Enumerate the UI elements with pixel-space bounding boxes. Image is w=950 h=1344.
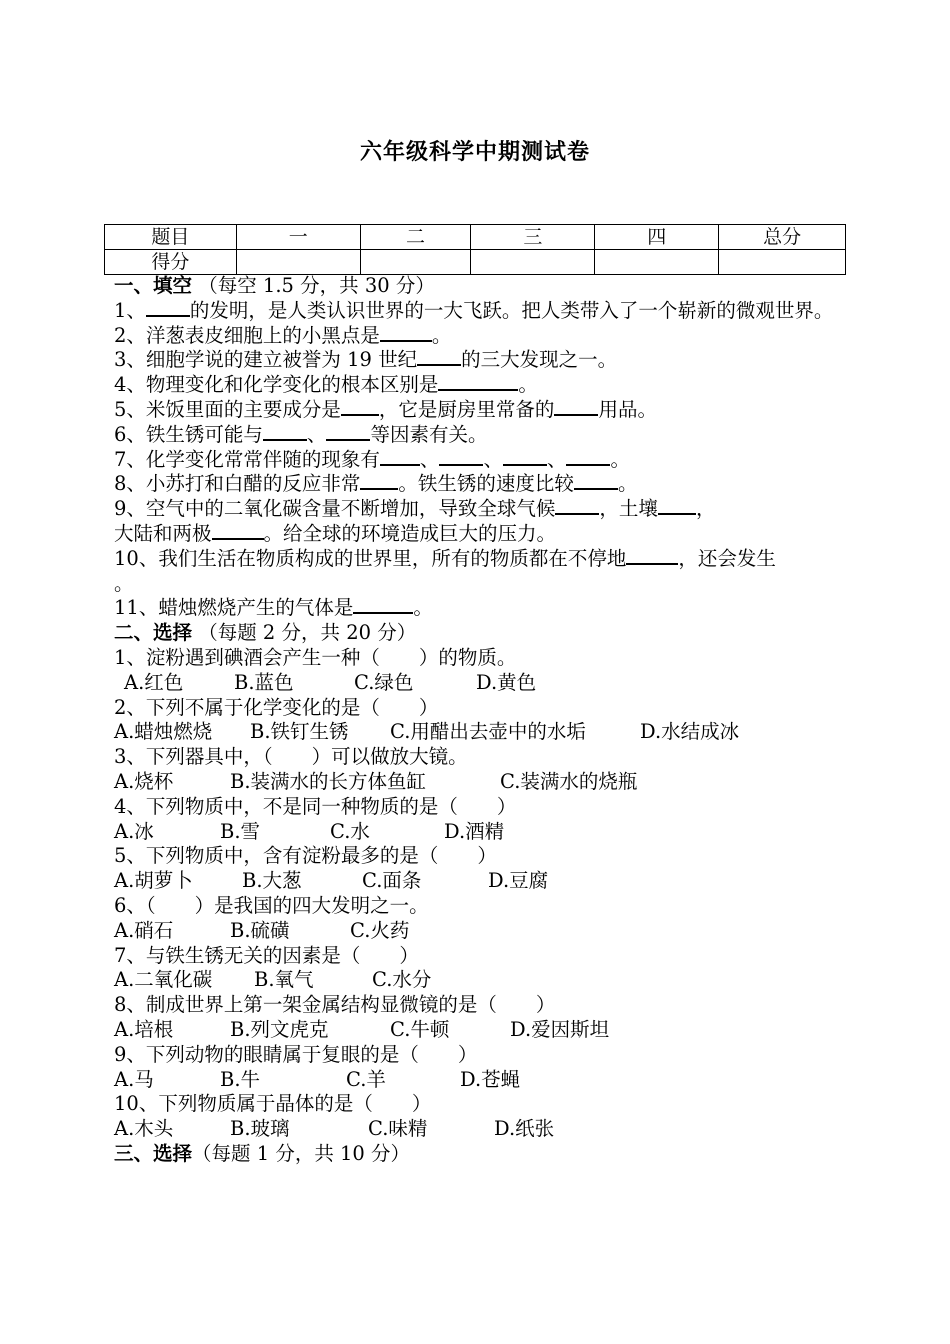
answer-blank[interactable] (263, 439, 307, 441)
question-text: 。 (114, 571, 134, 595)
question-text: 、 (419, 447, 440, 471)
question-text: 等因素有关。 (370, 422, 488, 446)
question-text: 。 (610, 447, 630, 471)
question-text: 。 (518, 373, 538, 397)
choice-option[interactable]: D.水结成冰 (640, 720, 740, 744)
fill-question (114, 423, 840, 448)
answer-blank[interactable] (438, 389, 518, 391)
choice-option[interactable]: A.烧杯 (114, 769, 174, 793)
choice-question: 7、与铁生锈无关的因素是（ ） (114, 943, 419, 967)
question-text: 。铁生锈的速度比较 (398, 472, 574, 496)
page-title: 六年级科学中期测试卷 (359, 139, 590, 165)
question-text: 3、细胞学说的建立被誉为 19 世纪 (114, 348, 418, 372)
choice-option[interactable]: C.火药 (350, 918, 410, 942)
section-heading (114, 621, 840, 646)
question-text: 、 (306, 422, 327, 446)
choice-option[interactable]: B.氧气 (254, 968, 314, 992)
choice-option[interactable]: C.用醋出去壶中的水垢 (390, 720, 586, 744)
choice-options (114, 1117, 840, 1142)
choice-question: 4、下列物质中，不是同一种物质的是（ ） (114, 794, 517, 818)
score-cell[interactable] (236, 250, 360, 275)
choice-option[interactable]: A.硝石 (114, 918, 174, 942)
question-text: ，还会发生 (678, 546, 776, 570)
choice-option[interactable]: A.马 (114, 1067, 154, 1091)
question-text: 9、空气中的二氧化碳含量不断增加，导致全球气候 (114, 497, 556, 521)
section2-title: 二、选择 (114, 621, 193, 645)
score-header-cell: 三 (471, 225, 595, 250)
answer-blank[interactable] (360, 488, 398, 490)
fill-question (114, 299, 840, 324)
question-text: 2、洋葱表皮细胞上的小黑点是 (114, 323, 380, 347)
question-text: 用品。 (598, 397, 657, 421)
answer-blank[interactable] (212, 538, 264, 540)
question-text: 。给全球的环境造成巨大的压力。 (263, 521, 557, 545)
score-cell[interactable] (471, 250, 595, 275)
question-text: 的三大发现之一。 (461, 348, 618, 372)
question-text: ， (695, 497, 716, 521)
choice-option[interactable]: C.装满水的烧瓶 (500, 769, 638, 793)
answer-blank[interactable] (574, 488, 618, 490)
choice-option[interactable]: D.爱因斯坦 (510, 1017, 610, 1041)
choice-option[interactable]: A.蜡烛燃烧 (114, 720, 213, 744)
answer-blank[interactable] (555, 513, 599, 515)
section2-note: （每题 2 分，共 20 分） (198, 621, 417, 645)
question-text: 的发明，是人类认识世界的一大飞跃。把人类带入了一个崭新的微观世界。 (189, 298, 834, 322)
question-text: 8、小苏打和白醋的反应非常 (114, 472, 361, 496)
choice-options (114, 1068, 840, 1093)
choice-question: 1、淀粉遇到碘酒会产生一种（ ）的物质。 (114, 645, 517, 669)
section1-note: （每空 1.5 分，共 30 分） (198, 274, 435, 297)
section3-title: 三、选择 (114, 1141, 193, 1165)
fill-question (114, 547, 840, 572)
question-text: 7、化学变化常常伴随的现象有 (114, 447, 380, 471)
choice-options (114, 1018, 840, 1043)
choice-options (114, 820, 840, 845)
section3-note: （每题 1 分，共 10 分） (192, 1141, 411, 1165)
question-text: 、 (483, 447, 503, 471)
score-header-cell: 题目 (105, 225, 237, 250)
choice-option[interactable]: A.红色 (124, 670, 184, 694)
fill-question (114, 373, 840, 398)
choice-option[interactable]: C.面条 (362, 869, 422, 893)
question-text: 大陆和两极 (114, 521, 212, 545)
choice-options (114, 869, 840, 894)
choice-question: 5、下列物质中，含有淀粉最多的是（ ） (114, 844, 497, 868)
answer-blank[interactable] (326, 439, 370, 441)
score-cell[interactable] (595, 250, 719, 275)
question-text: ，土壤 (599, 497, 658, 521)
choice-option[interactable]: B.蓝色 (234, 670, 294, 694)
question-text: ，它是厨房里常备的 (378, 397, 555, 421)
choice-options (114, 671, 840, 696)
choice-question: 6、（ ）是我国的四大发明之一。 (114, 893, 429, 917)
fill-question (114, 348, 840, 373)
choice-option[interactable]: B.列文虎克 (230, 1017, 329, 1041)
fill-question (114, 398, 840, 423)
question-text: 5、米饭里面的主要成分是 (114, 397, 341, 421)
answer-blank[interactable] (658, 513, 696, 515)
choice-option[interactable]: D.纸张 (494, 1117, 555, 1141)
choice-option[interactable]: B.铁钉生锈 (250, 720, 349, 744)
choice-option[interactable]: C.水 (330, 819, 370, 843)
answer-blank[interactable] (566, 464, 610, 466)
choice-option[interactable]: C.水分 (372, 968, 432, 992)
choice-option[interactable]: D.豆腐 (488, 869, 549, 893)
question-text: 、 (546, 447, 567, 471)
choice-option[interactable]: D.黄色 (476, 670, 537, 694)
choice-option[interactable]: C.羊 (346, 1067, 386, 1091)
choice-option[interactable]: B.雪 (220, 819, 261, 843)
score-table-score-row (105, 250, 846, 275)
fill-question (114, 324, 840, 349)
choice-option[interactable]: D.苍蝇 (460, 1067, 521, 1091)
choice-option[interactable]: C.味精 (368, 1117, 428, 1141)
answer-blank[interactable] (146, 315, 190, 317)
fill-question-continued (114, 572, 840, 597)
score-header-cell: 二 (360, 225, 471, 250)
section1-title: 一、填空 (114, 274, 193, 297)
section-heading (114, 1142, 840, 1167)
score-cell[interactable] (360, 250, 471, 275)
answer-blank[interactable] (380, 464, 420, 466)
answer-blank[interactable] (380, 340, 432, 342)
answer-blank[interactable] (554, 414, 598, 416)
score-cell[interactable] (719, 250, 846, 275)
choice-option[interactable]: B.硫磺 (230, 918, 290, 942)
score-header-cell: 一 (236, 225, 360, 250)
score-table-header-row (105, 225, 846, 250)
choice-question: 3、下列器具中，（ ）可以做放大镜。 (114, 745, 468, 769)
answer-blank[interactable] (439, 464, 483, 466)
choice-option[interactable]: A.木头 (114, 1117, 174, 1141)
question-text: 6、铁生锈可能与 (114, 422, 263, 446)
fill-question-continued (114, 522, 840, 547)
choice-question: 9、下列动物的眼睛属于复眼的是（ ） (114, 1042, 478, 1066)
question-text: 4、物理变化和化学变化的根本区别是 (114, 373, 439, 397)
exam-content (114, 274, 840, 1167)
answer-blank[interactable] (417, 364, 461, 366)
score-header-cell: 四 (595, 225, 719, 250)
answer-blank[interactable] (341, 414, 379, 416)
choice-option[interactable]: B.玻璃 (230, 1117, 290, 1141)
fill-question (114, 497, 840, 522)
answer-blank[interactable] (503, 464, 547, 466)
fill-question (114, 596, 840, 621)
choice-option[interactable]: A.冰 (114, 819, 154, 843)
score-header-cell: 总分 (719, 225, 846, 250)
choice-option[interactable]: D.酒精 (444, 819, 505, 843)
choice-option[interactable]: C.牛顿 (390, 1017, 450, 1041)
choice-option[interactable]: C.绿色 (354, 670, 414, 694)
choice-options (114, 770, 840, 795)
choice-option[interactable]: B.装满水的长方体鱼缸 (230, 769, 427, 793)
score-table (104, 224, 846, 275)
fill-question (114, 472, 840, 497)
question-text: 10、我们生活在物质构成的世界里，所有的物质都在不停地 (114, 546, 627, 570)
choice-question: 2、下列不属于化学变化的是（ ） (114, 695, 439, 719)
question-text: 1、 (114, 298, 146, 322)
question-text: 11、蜡烛燃烧产生的气体是 (114, 596, 354, 620)
choice-option[interactable]: A.培根 (114, 1017, 174, 1041)
choice-options (114, 720, 840, 745)
choice-option[interactable]: B.大葱 (242, 869, 302, 893)
question-text: 。 (617, 472, 638, 496)
choice-option[interactable]: A.二氧化碳 (114, 968, 213, 992)
question-text: 。 (431, 323, 452, 347)
question-text: 。 (413, 596, 433, 620)
choice-options (114, 968, 840, 993)
score-row-label: 得分 (105, 250, 237, 275)
section-heading (114, 274, 840, 299)
choice-question: 10、下列物质属于晶体的是（ ） (114, 1092, 432, 1116)
choice-question: 8、制成世界上第一架金属结构显微镜的是（ ） (114, 993, 556, 1017)
choice-options (114, 919, 840, 944)
multiple-choice-list (114, 646, 840, 1142)
choice-option[interactable]: A.胡萝卜 (114, 869, 193, 893)
choice-option[interactable]: B.牛 (220, 1067, 261, 1091)
answer-blank[interactable] (353, 612, 413, 614)
answer-blank[interactable] (626, 563, 678, 565)
fill-question (114, 448, 840, 473)
